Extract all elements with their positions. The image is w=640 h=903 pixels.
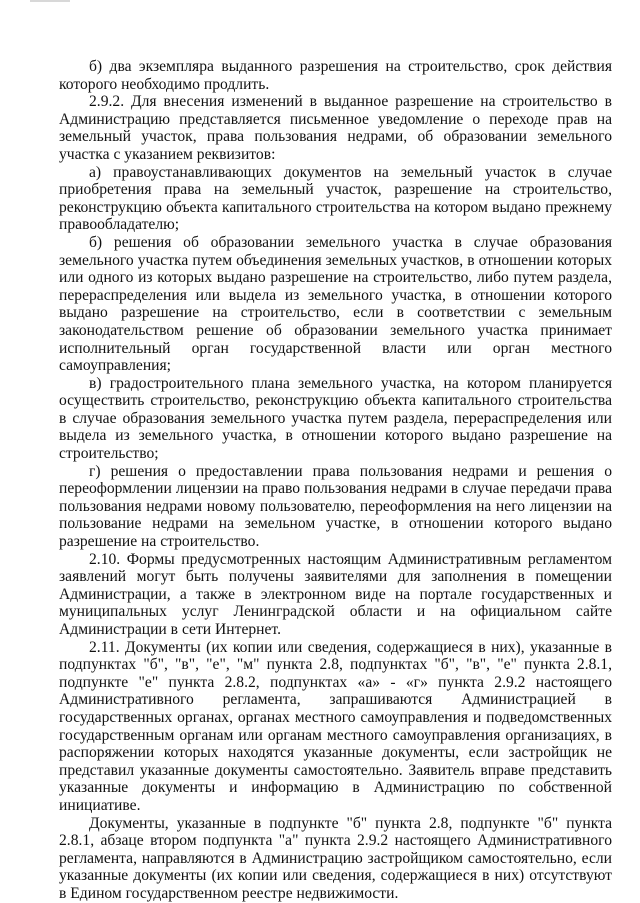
paragraph-2-10: 2.10. Формы предусмотренных настоящим Административным регламентом заявлений могут быть получены заявителями для заполнения в помещении Администрации, а также в электронном виде на портале государственных и муниципальных услуг Ленинградской области и на официальном сайте Администрации в сети Интернет. — [59, 550, 612, 638]
paragraph-permit-copies: б) два экземпляра выданного разрешения на строительство, срок действия которого необходимо продлить. — [59, 58, 612, 93]
document-page — [59, 58, 612, 903]
paragraph-item-g: г) решения о предоставлении права пользования недрами и решения о переоформлении лицензии на право пользования недрами в случае передачи права пользования недрами новому пользователю, переоформления на него лицензии на пользование недрами на земельном участке, в отношении которого выдано разрешение на строительство. — [59, 462, 612, 551]
paragraph-2-9-2: 2.9.2. Для внесения изменений в выданное разрешение на строительство в Администрацию представляется письменное уведомление о переходе прав на земельный участок, права пользования недрами, об образовании земельного участка с указанием реквизитов: — [59, 93, 612, 163]
paragraph-item-v: в) градостроительного плана земельного участка, на котором планируется осуществить строительство, реконструкцию объекта капитального строительства в случае образования земельного участка путем раздела, перераспределения или выдела из земельного участка, в отношении которого выдано разрешение на строительство; — [59, 374, 612, 463]
paragraph-2-11: 2.11. Документы (их копии или сведения, содержащиеся в них), указанные в подпунктах "б", "в", "е", "м" пункта 2.8, подпунктах "б", "в", "е" пункта 2.8.1, подпункте "е" пункта 2.8.2, подпунктах «а» - «г» пункта 2.9.2 настоящего Административного регламента, запрашиваются Администрацией в государственных органах, органах местного самоуправления и подведомственных государственным органам или органам местного самоуправления организациях, в распоряжении которых находятся указанные документы, если застройщик не представил указанные документы самостоятельно. Заявитель вправе представить указанные документы и информацию в Администрацию по собственной инициативе. — [59, 638, 612, 814]
paragraph-item-b: б) решения об образовании земельного участка в случае образования земельного участка путем объединения земельных участков, в отношении которых или одного из которых выдано разрешение на строительство, либо путем раздела, перераспределения или выдела из земельного участка, в отношении которого выдано разрешение на строительство, если в соответствии с земельным законодательством решение об образовании земельного участка принимает исполнительный орган государственной власти или орган местного самоуправления; — [59, 233, 612, 375]
scan-artifact — [30, 0, 70, 2]
paragraph-item-a: а) правоустанавливающих документов на земельный участок в случае приобретения права на земельный участок, разрешение на строительство, реконструкцию объекта капитального строительства на котором выдано прежнему правообладателю; — [59, 163, 612, 234]
paragraph-documents-self-submitted: Документы, указанные в подпункте "б" пункта 2.8, подпункте "б" пункта 2.8.1, абзаце втором подпункта "а" пункта 2.9.2 настоящего Административного регламента, направляются в Администрацию застройщиком самостоятельно, если указанные документы (их копии или сведения, содержащиеся в них) отсутствуют в Едином государственном реестре недвижимости. — [59, 814, 612, 902]
